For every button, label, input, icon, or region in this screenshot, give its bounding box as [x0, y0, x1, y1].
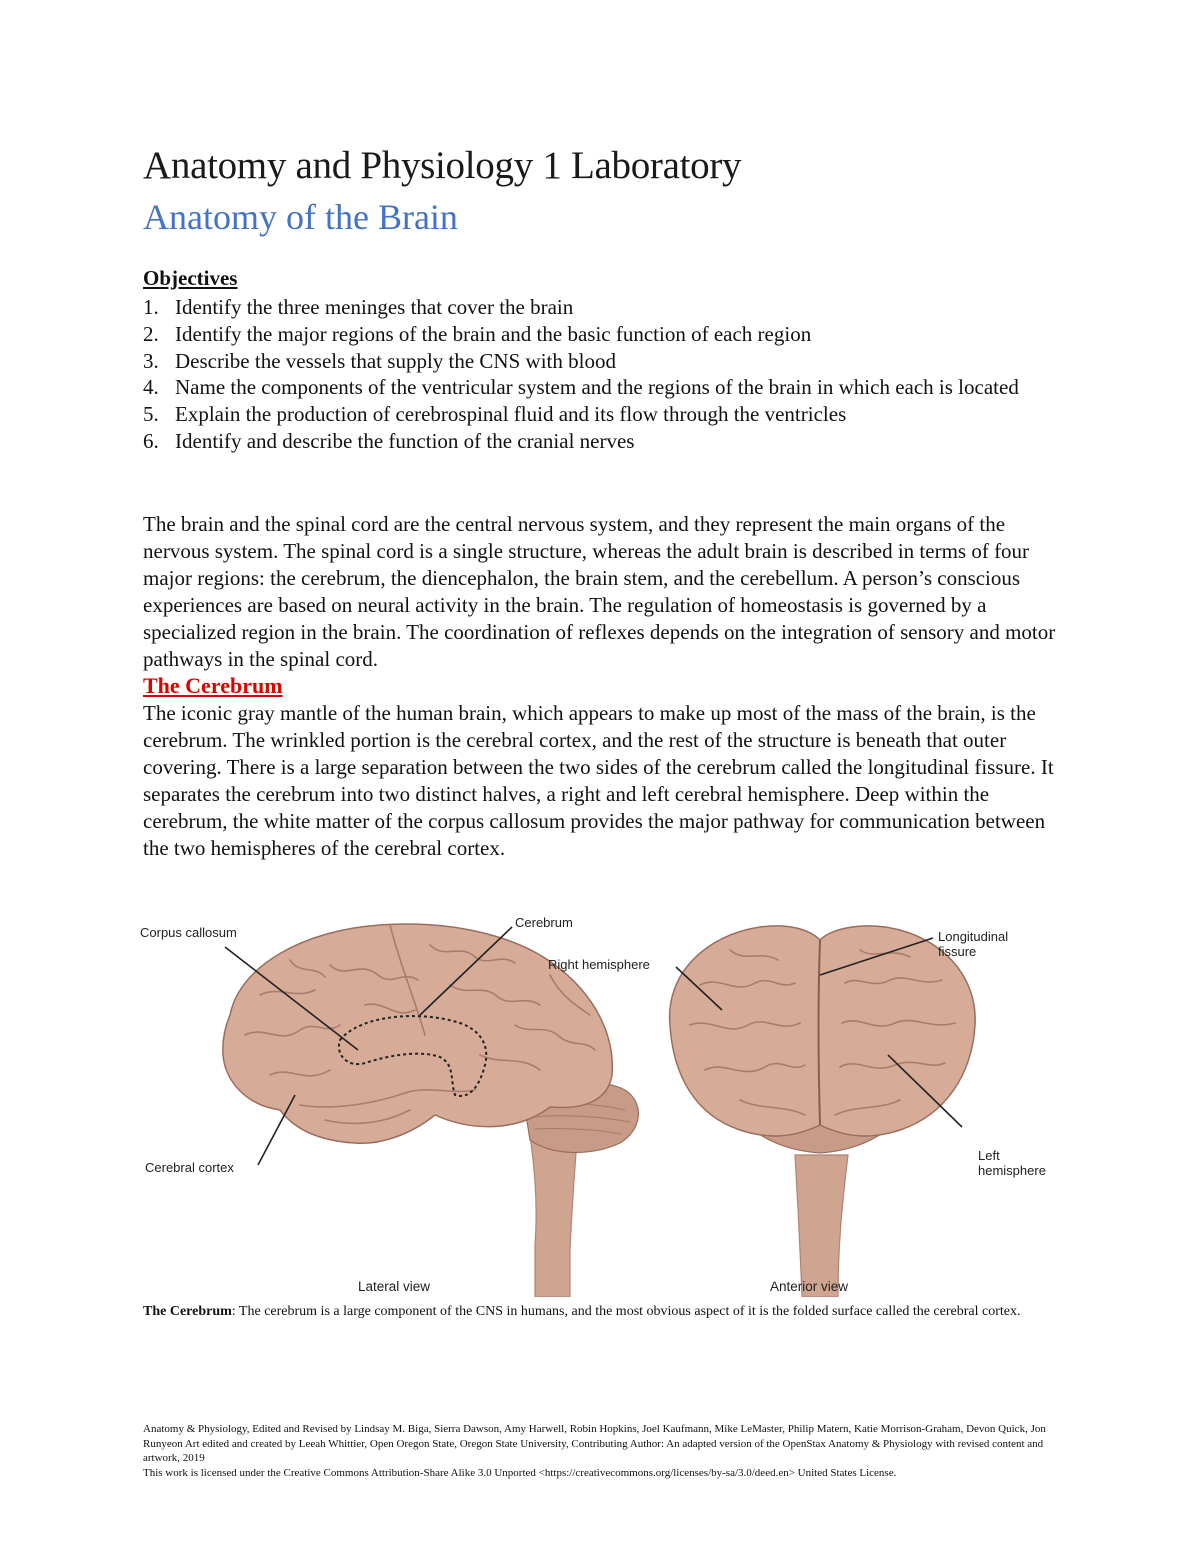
label-cerebrum: Cerebrum [515, 915, 573, 930]
cerebrum-paragraph: The iconic gray mantle of the human brain, which appears to make up most of the mass of the brain, is the cerebrum. The wrinkled portion is the cerebral cortex, and the rest of the structure is beneath that outer covering. There is a large separation between the two sides of the cerebrum called the longitudinal fissure. It separates the cerebrum into two distinct halves, a right and left cerebral hemisphere. Deep within the cerebrum, the white matter of the corpus callosum provides the major pathway for communication between the two hemispheres of the cerebral cortex. [143, 701, 1054, 860]
objectives-list [143, 294, 1063, 455]
objective-item: 1. Identify the three meninges that cover the brain [143, 295, 574, 319]
lateral-view-brain-illustration [223, 924, 639, 1297]
caption-bold: The Cerebrum [143, 1304, 232, 1319]
footer-license: This work is licensed under the Creative Commons Attribution-Share Alike 3.0 Unported <https://creativecommons.org/licenses/by-sa/3.0/deed.en> United States License. [143, 1466, 897, 1479]
footer-attribution: Anatomy & Physiology, Edited and Revised by Lindsay M. Biga, Sierra Dawson, Amy Harwell, Robin Hopkins, Joel Kaufmann, Mike LeMaster, Philip Matern, Katie Morrison-Graham, Devon Quick, Jon Runyeon Art edited and created by Leeah Whittier, Open Oregon State, Oregon State University, Contributing Author: An adapted version of the OpenStax Anatomy & Physiology with revised content and artwork, 2019 [143, 1423, 1046, 1464]
label-cerebral-cortex: Cerebral cortex [145, 1160, 234, 1175]
label-corpus-callosum: Corpus callosum [140, 925, 237, 940]
document-title: Anatomy and Physiology 1 Laboratory [143, 144, 742, 187]
label-fissure: fissure [938, 944, 977, 959]
intro-paragraph: The brain and the spinal cord are the central nervous system, and they represent the main organs of the nervous system. The spinal cord is a single structure, whereas the adult brain is described in terms of four major regions: the cerebrum, the diencephalon, the brain stem, and the cerebellum. A person’s conscious experiences are based on neural activity in the brain. The regulation of homeostasis is governed by a specialized region in the brain. The coordination of reflexes depends on the integration of sensory and motor pathways in the spinal cord. [143, 512, 1056, 671]
footer-credits [143, 1422, 1063, 1480]
objective-item: 6. Identify and describe the function of the cranial nerves [143, 428, 635, 453]
objective-item: 3. Describe the vessels that supply the CNS with blood [143, 348, 616, 373]
objective-item: 2. Identify the major regions of the brain and the basic function of each region [143, 321, 812, 346]
figure-caption [143, 1300, 1053, 1324]
objectives-heading: Objectives [143, 266, 238, 290]
caption-text: : The cerebrum is a large component of the CNS in humans, and the most obvious aspect of it is the folded surface called the cerebral cortex. [231, 1304, 1021, 1319]
anterior-view-brain-illustration [670, 926, 976, 1297]
section-heading-cerebrum: The Cerebrum [143, 673, 283, 698]
label-right-hemisphere: Right hemisphere [548, 957, 650, 972]
objective-item: 4. Name the components of the ventricular system and the regions of the brain in which each is located [143, 375, 1019, 400]
cerebrum-figure [130, 905, 1070, 1297]
label-lateral-view: Lateral view [358, 1279, 431, 1294]
label-anterior-view: Anterior view [770, 1279, 849, 1294]
label-left-hemisphere: hemisphere [978, 1163, 1046, 1178]
label-left: Left [978, 1148, 1000, 1163]
document-subtitle: Anatomy of the Brain [143, 197, 458, 237]
label-longitudinal: Longitudinal [938, 929, 1009, 944]
objective-item: 5. Explain the production of cerebrospinal fluid and its flow through the ventricles [143, 402, 847, 427]
